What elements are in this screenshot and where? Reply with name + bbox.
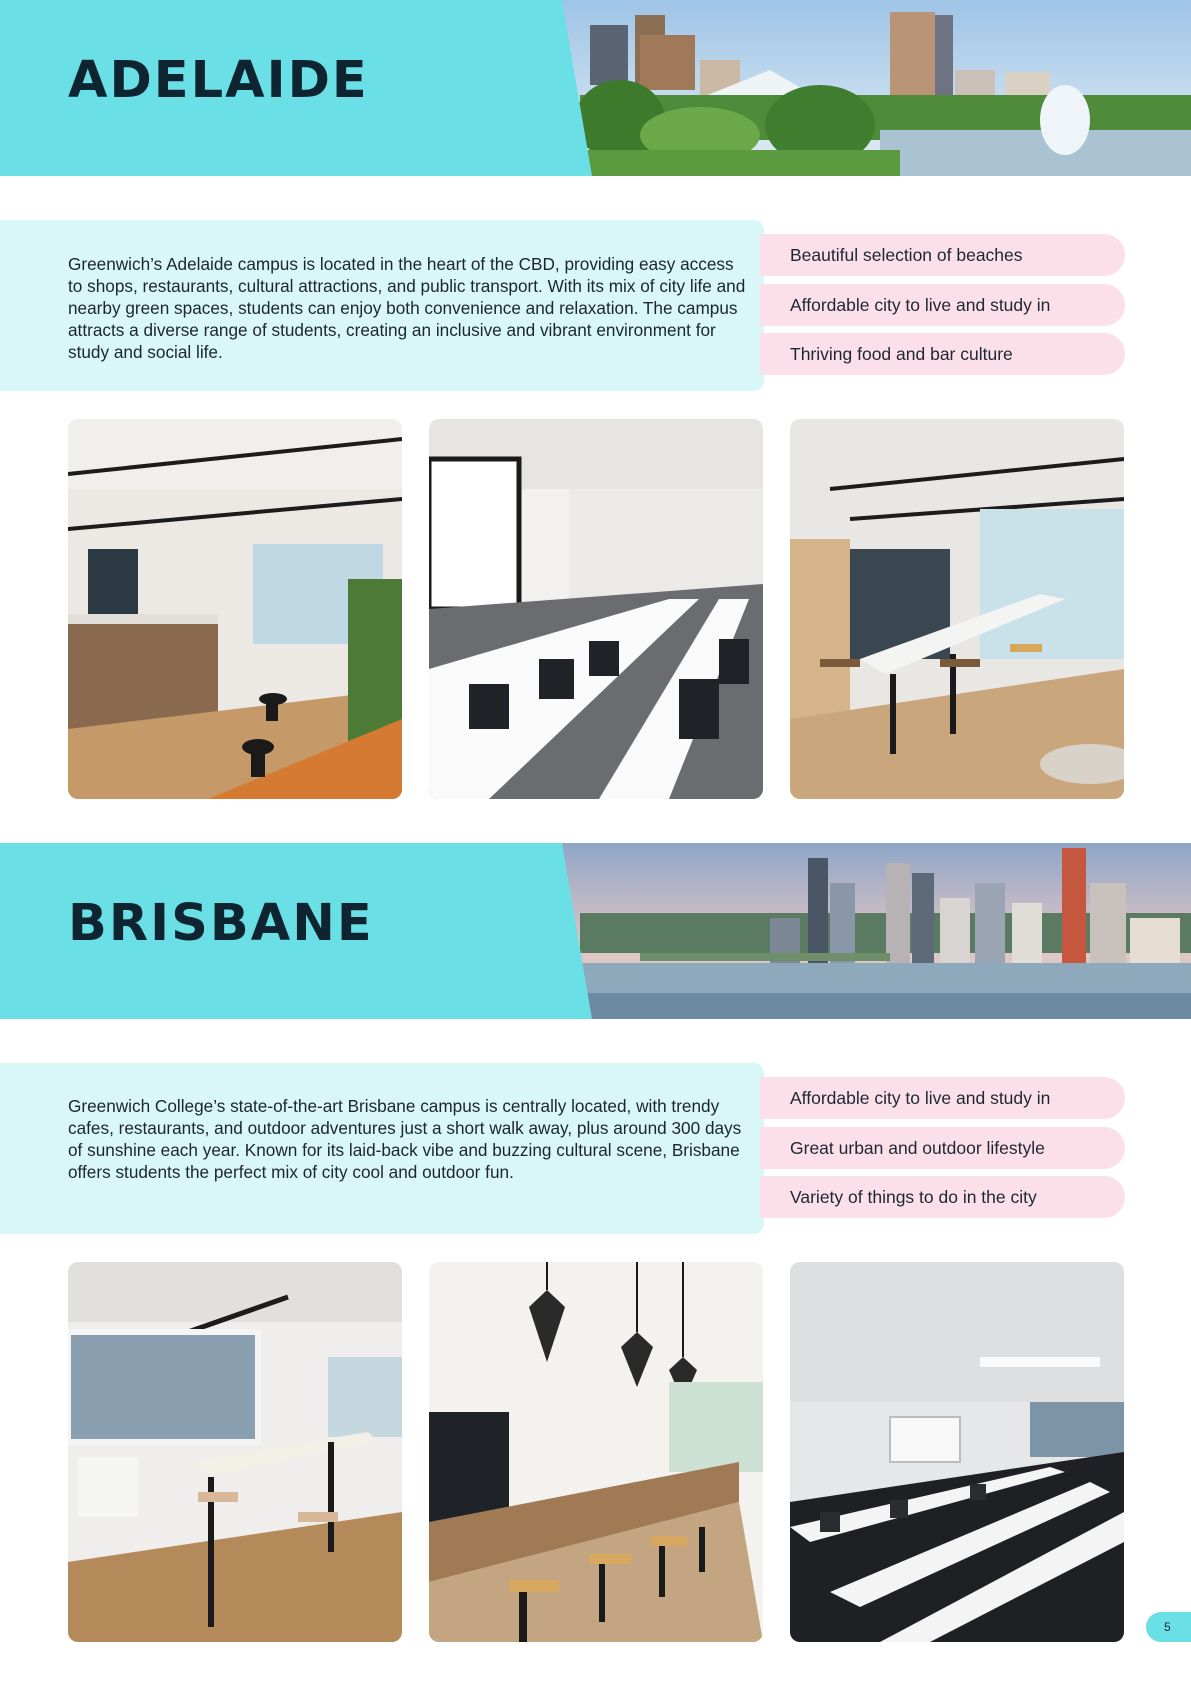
brisbane-highlight-1: Affordable city to live and study in <box>760 1077 1125 1119</box>
page-number: 5 <box>1146 1612 1191 1642</box>
brisbane-campus-photo-cafe <box>429 1262 763 1642</box>
adelaide-description: Greenwich’s Adelaide campus is located in the heart of the CBD, providing easy access to shops, restaurants, cultural attractions, and public transport. With its mix of city life and nearby green spaces, students can enjoy both convenience and relaxation. The campus attracts a diverse range of students, creating an inclusive and vibrant environment for study and social life. <box>68 254 746 362</box>
adelaide-campus-photo-reception <box>68 419 402 799</box>
adelaide-banner <box>0 0 1191 176</box>
brisbane-banner <box>0 843 1191 1019</box>
adelaide-title: ADELAIDE <box>68 51 369 110</box>
brisbane-description-box <box>0 1063 764 1234</box>
adelaide-highlight-1: Beautiful selection of beaches <box>760 234 1125 276</box>
brisbane-title: BRISBANE <box>68 894 374 953</box>
brisbane-highlight-3: Variety of things to do in the city <box>760 1176 1125 1218</box>
adelaide-campus-photo-common-area <box>790 419 1124 799</box>
brisbane-campus-photo-common-area <box>68 1262 402 1642</box>
adelaide-highlight-3: Thriving food and bar culture <box>760 333 1125 375</box>
adelaide-campus-photo-classroom <box>429 419 763 799</box>
adelaide-highlight-2: Affordable city to live and study in <box>760 284 1125 326</box>
adelaide-description-box <box>0 220 764 391</box>
brisbane-campus-photo-classroom <box>790 1262 1124 1642</box>
brisbane-highlight-2: Great urban and outdoor lifestyle <box>760 1127 1125 1169</box>
brisbane-description: Greenwich College’s state-of-the-art Brisbane campus is centrally located, with trendy cafes, restaurants, and outdoor adventures just a short walk away, plus around 300 days of sunshine each year. Known for its laid-back vibe and buzzing cultural scene, Brisbane offers students the perfect mix of city cool and outdoor fun. <box>68 1096 742 1182</box>
